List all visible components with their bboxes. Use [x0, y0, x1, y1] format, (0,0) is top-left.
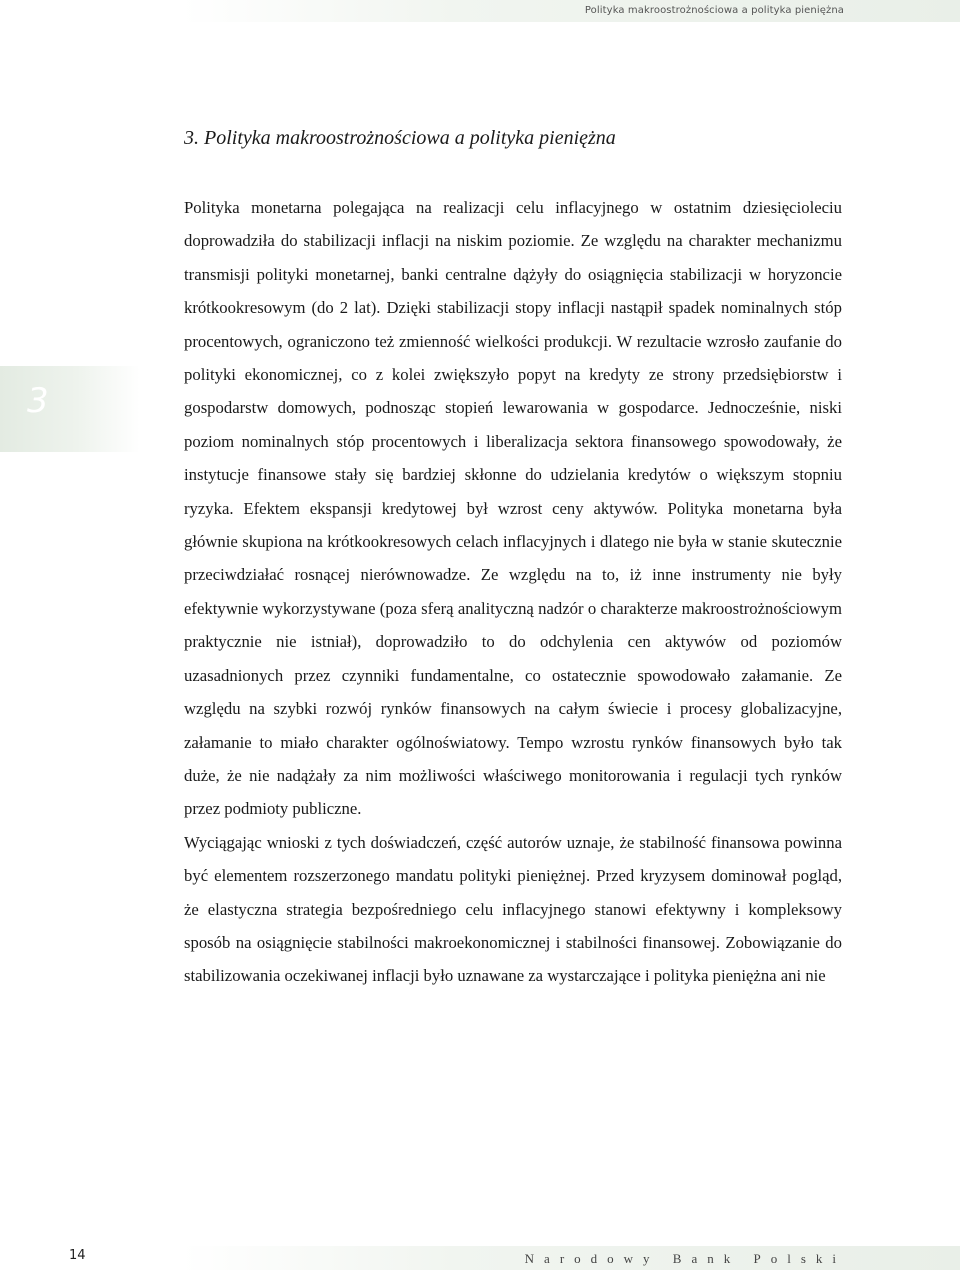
paragraph: Wyciągając wnioski z tych doświadczeń, część autorów uznaje, że stabilność finansowa powinna być elementem rozszerzonego mandatu polityki pieniężnej. Przed kryzysem dominował pogląd, że elastyczna strategia bezpośredniego celu inflacyjnego stanowi efektywny i kompleksowy sposób na osiągnięcie stabilności makroekonomicznej i stabilności finansowej. Zobowiązanie do stabilizowania oczekiwanej inflacji było uznawane za wystarczające i polityka pieniężna ani nie — [184, 832, 842, 986]
chapter-tab — [0, 366, 140, 452]
running-header-title: Polityka makroostrożnościowa a polityka pieniężna — [584, 5, 844, 16]
section-title: 3. Polityka makroostrożnościowa a polityka pieniężna — [184, 127, 616, 149]
running-footer — [182, 1246, 960, 1270]
paragraph: Polityka monetarna polegająca na realizacji celu inflacyjnego w ostatnim dziesięcioleciu doprowadziła do stabilizacji inflacji na niskim poziomie. Ze względu na charakter mechanizmu transmisji polityki monetarnej, banki centralne dążyły do osiągnięcia stabilizacji w horyzoncie krótkookresowym (do 2 lat). Dzięki stabilizacji stopy inflacji nastąpił spadek nominalnych stóp procentowych, ograniczono też zmienność wielkości produkcji. W rezultacie wzrosło zaufanie do polityki ekonomicznej, co z kolei zwiększyło popyt na kredyty ze strony przedsiębiorstw i gospodarstw domowych, podnosząc stopień lewarowania w gospodarce. Jednocześnie, niski poziom nominalnych stóp procentowych i liberalizacja sektora finansowego spowodowały, że instytucje finansowe stały się bardziej skłonne do udzielania kredytów o większym stopniu ryzyka. Efektem ekspansji kredytowej był wzrost ceny aktywów. Polityka monetarna była głównie skupiona na krótkookresowych celach inflacyjnych i dlatego nie była w stanie skutecznie przeciwdziałać rosnącej nierównowadze. Ze względu na to, iż inne instrumenty nie były efektywnie wykorzystywane (poza sferą analityczną nadzór o charakterze makroostrożnościowym praktycznie nie istniał), doprowadziło to do odchylenia cen aktywów od poziomów uzasadnionych przez czynniki fundamentalne, co ostatecznie spowodowało załamanie. Ze względu na szybki rozwój rynków finansowych na całym świecie i procesy globalizacyjne, załamanie to miało charakter ogólnoświatowy. Tempo wzrostu rynków finansowych było tak duże, że nie nadążały za nim możliwości właściwego monitorowania i regulacji tych rynków przez podmioty publiczne. — [184, 198, 842, 819]
chapter-number: 3 — [27, 381, 49, 421]
page-number: 14 — [69, 1248, 86, 1263]
publisher-name: Narodowy Bank Polski — [524, 1251, 846, 1266]
body-text — [184, 191, 842, 993]
running-header — [182, 0, 960, 22]
